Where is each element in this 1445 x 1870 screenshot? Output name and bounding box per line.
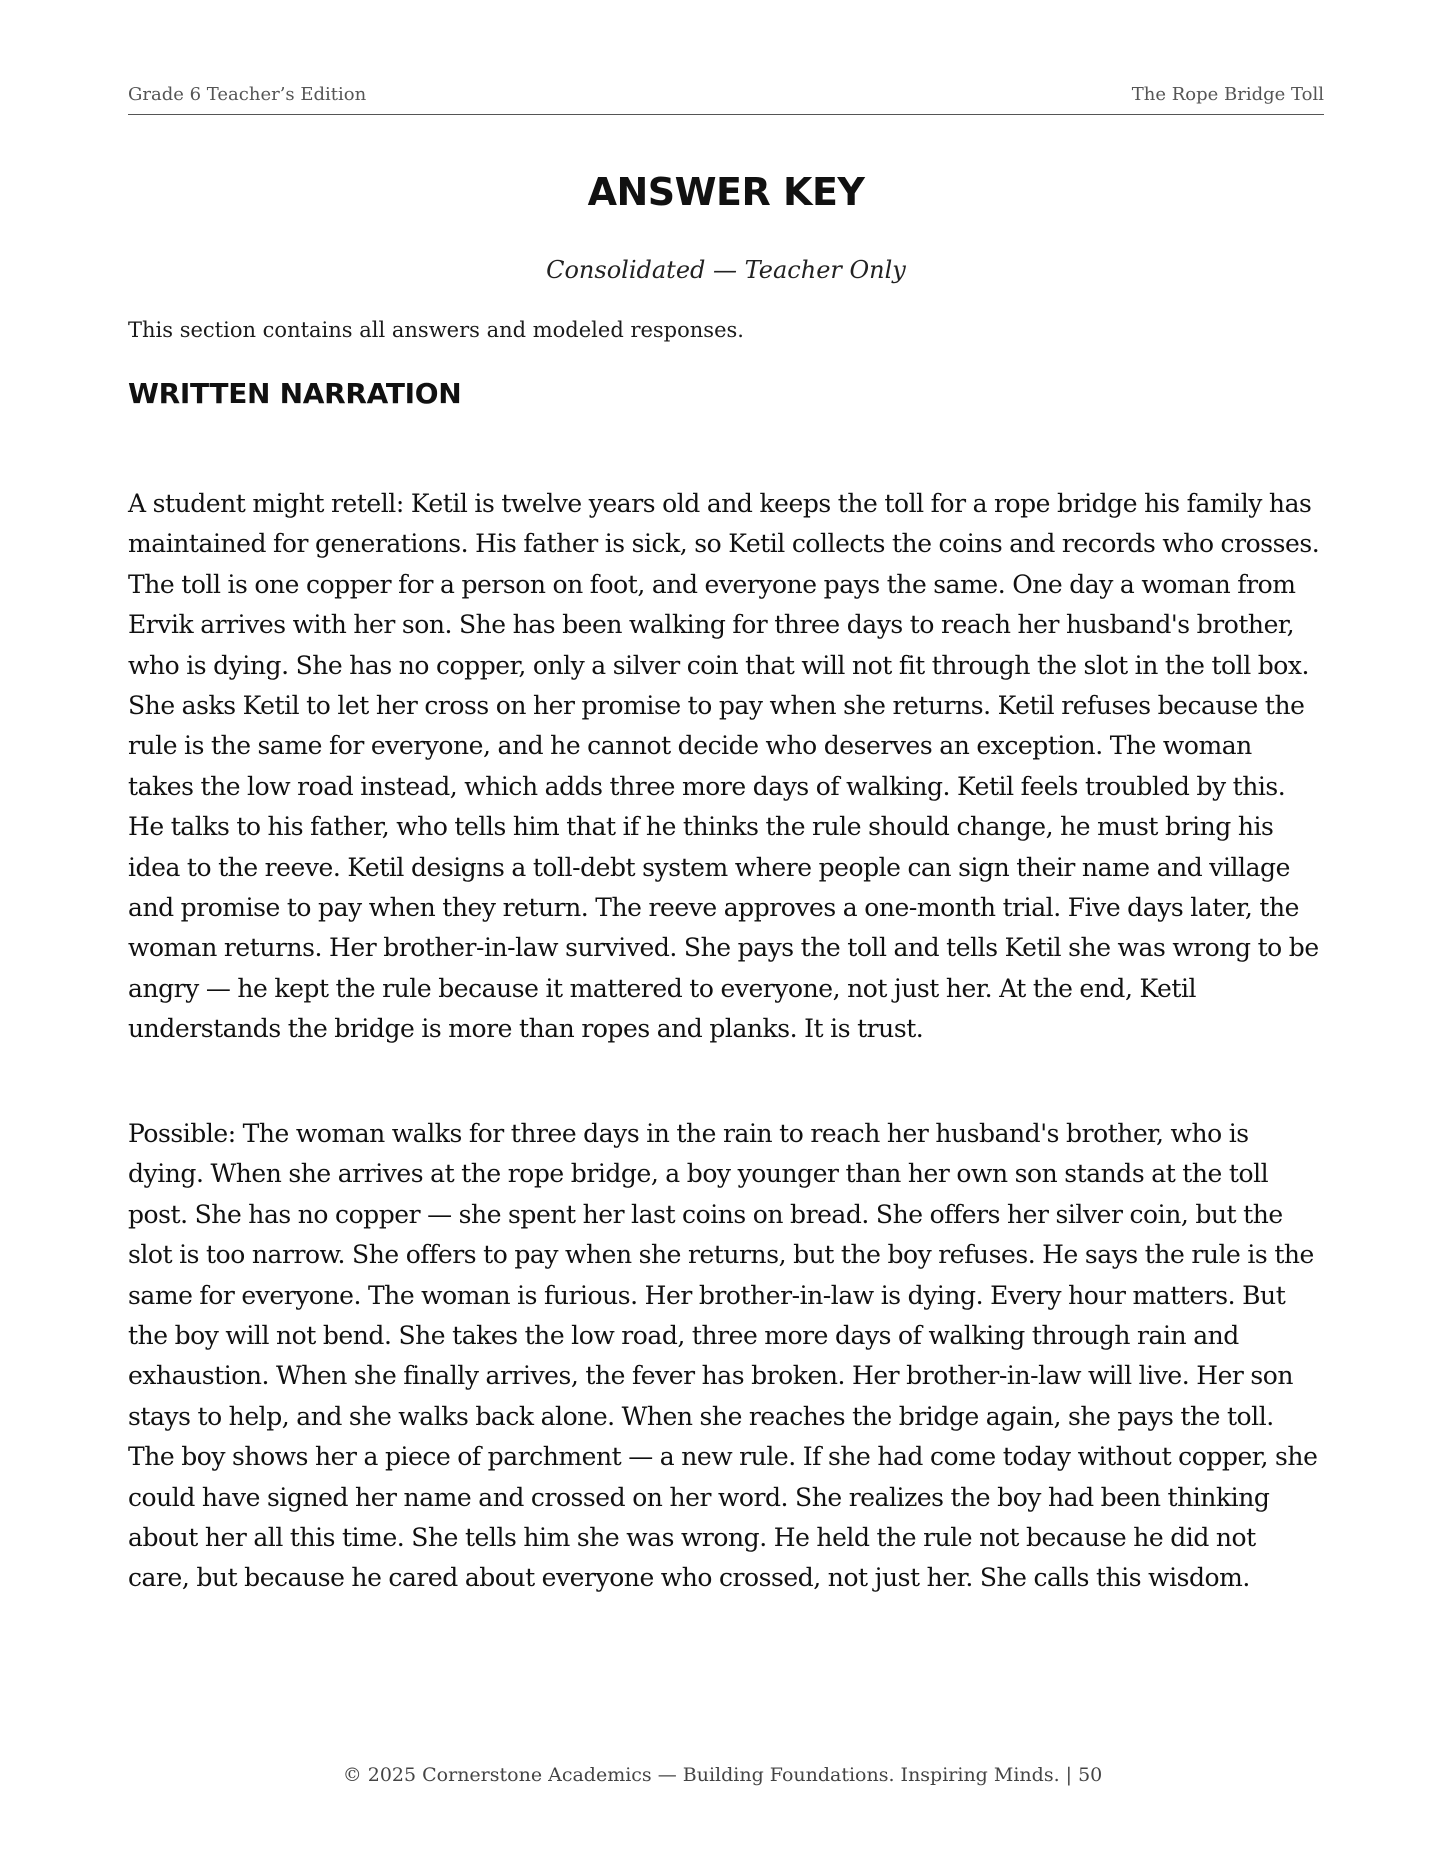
page-title: ANSWER KEY xyxy=(587,170,865,214)
narration-paragraph-retell: A student might retell: Ketil is twelve years old and keeps the toll for a rope bridge his family has maintained for generations. His father is sick, so Ketil collects the coins and records who crosses. The toll is one copper for a person on foot, and everyone pays the same. One day a woman from Ervik arrives with her son. She has been walking for three days to reach her husband's brother, who is dying. She has no copper, only a silver coin that will not fit through the slot in the toll box. She asks Ketil to let her cross on her promise to pay when she returns. Ketil refuses because the rule is the same for everyone, and he cannot decide who deserves an exception. The woman takes the low road instead, which adds three more days of walking. Ketil feels troubled by this. He talks to his father, who tells him that if he thinks the rule should change, he must bring his idea to the reeve. Ketil designs a toll-debt system where people can sign their name and village and promise to pay when they return. The reeve approves a one-month trial. Five days later, the woman returns. Her brother-in-law survived. She pays the toll and tells Ketil she was wrong to be angry — he kept the rule because it mattered to everyone, not just her. At the end, Ketil understands the bridge is more than ropes and planks. It is trust. xyxy=(128,489,1320,1044)
intro-text: This section contains all answers and modeled responses. xyxy=(128,318,744,342)
page-footer: © 2025 Cornerstone Academics — Building Foundations. Inspiring Minds. | 50 xyxy=(342,1764,1103,1786)
page-subtitle: Consolidated — Teacher Only xyxy=(546,256,906,284)
header-grade-label: Grade 6 Teacher’s Edition xyxy=(128,84,367,105)
narration-paragraph-possible: Possible: The woman walks for three days in the rain to reach her husband's brother, who is dying. When she arrives at the rope bridge, a boy younger than her own son stands at the toll post. She has no copper — she spent her last coins on bread. She offers her silver coin, but the slot is too narrow. She offers to pay when she returns, but the boy refuses. He says the rule is the same for everyone. The woman is furious. Her brother-in-law is dying. Every hour matters. But the boy will not bend. She takes the low road, three more days of walking through rain and exhaustion. When she finally arrives, the fever has broken. Her brother-in-law will live. Her son stays to help, and she walks back alone. When she reaches the bridge again, she pays the toll. The boy shows her a piece of parchment — a new rule. If she had come today without copper, she could have signed her name and crossed on her word. She realizes the boy had been thinking about her all this time. She tells him she was wrong. He held the rule not because he did not care, but because he cared about everyone who crossed, not just her. She calls this wisdom. xyxy=(128,1119,1318,1593)
running-header xyxy=(128,84,1324,115)
section-heading: WRITTEN NARRATION xyxy=(128,377,462,410)
header-story-title: The Rope Bridge Toll xyxy=(1131,84,1324,105)
